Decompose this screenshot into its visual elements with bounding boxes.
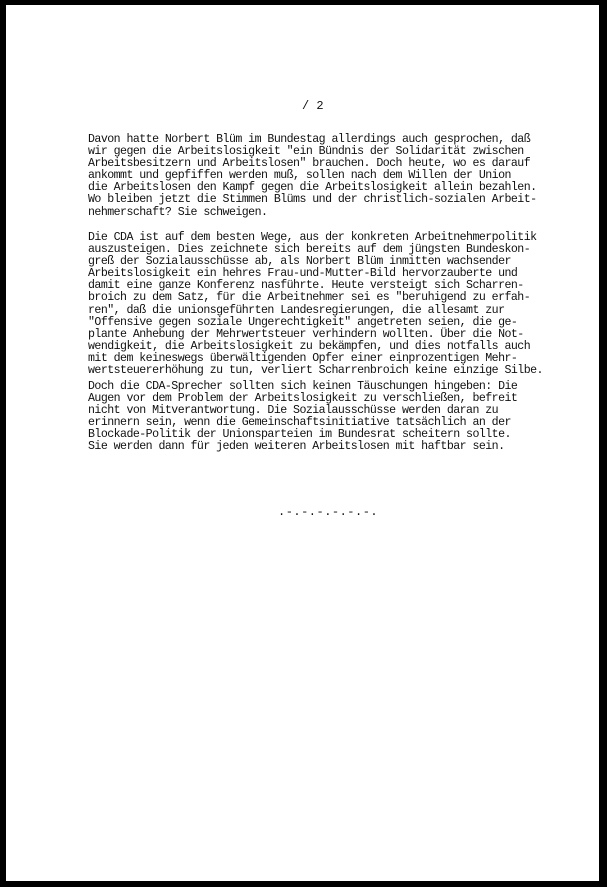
text-line: Augen vor dem Problem der Arbeitslosigkeit zu verschließen, befreit bbox=[88, 392, 518, 406]
text-line: Blockade-Politik der Unionsparteien im Bundesrat scheitern sollte. bbox=[88, 428, 511, 442]
document-page bbox=[6, 5, 599, 881]
paragraph-3 bbox=[88, 381, 568, 454]
text-line: mit dem keineswegs überwältigenden Opfer einer einprozentigen Mehr- bbox=[88, 351, 518, 365]
text-line: Davon hatte Norbert Blüm im Bundestag allerdings auch gesprochen, daß bbox=[88, 133, 531, 146]
text-line: broich zu dem Satz, für die Arbeitnehmer sei es "beruhigend zu erfah- bbox=[88, 291, 531, 305]
text-line: Arbeitsbesitzern und Arbeitslosen" brauchen. Doch heute, wo es darauf bbox=[88, 157, 531, 171]
page-number: / 2 bbox=[302, 99, 324, 113]
text-line: erinnern sein, wenn die Gemeinschaftsinitiative tatsächlich an der bbox=[88, 416, 511, 430]
text-line: greß der Sozialausschüsse ab, als Norbert Blüm inmitten wachsender bbox=[88, 255, 511, 269]
text-line: wendigkeit, die Arbeitslosigkeit zu bekämpfen, und dies notfalls auch bbox=[88, 339, 531, 353]
text-line: nehmerschaft? Sie schweigen. bbox=[88, 205, 268, 219]
text-line: ankommt und gepfiffen werden muß, sollen nach dem Willen der Union bbox=[88, 169, 511, 183]
text-line: die Arbeitslosen den Kampf gegen die Arbeitslosigkeit allein bezahlen. bbox=[88, 181, 537, 195]
text-line: Wo bleiben jetzt die Stimmen Blüms und der christlich-sozialen Arbeit- bbox=[88, 193, 537, 207]
text-line: damit eine ganze Konferenz nasführte. Heute versteigt sich Scharren- bbox=[88, 279, 524, 293]
text-line: Die CDA ist auf dem besten Wege, aus der konkreten Arbeitnehmerpolitik bbox=[88, 231, 537, 244]
text-line: Doch die CDA-Sprecher sollten sich keinen Täuschungen hingeben: Die bbox=[88, 380, 518, 393]
text-line: ren", daß die unionsgeführten Landesregierungen, die allesamt zur bbox=[88, 303, 505, 317]
text-line: wertsteuererhöhung zu tun, verliert Scharrenbroich keine einzige Silbe. bbox=[88, 364, 543, 378]
text-line: wir gegen die Arbeitslosigkeit "ein Bündnis der Solidarität zwischen bbox=[88, 145, 524, 159]
text-line: Arbeitslosigkeit ein hehres Frau-und-Mutter-Bild hervorzauberte und bbox=[88, 267, 518, 281]
text-line: plante Anhebung der Mehrwertsteuer verhindern wollten. Über die Not- bbox=[88, 327, 524, 341]
text-line: auszusteigen. Dies zeichnete sich bereits auf dem jüngsten Bundeskon- bbox=[88, 243, 531, 257]
text-line: Sie werden dann für jeden weiteren Arbeitslosen mit haftbar sein. bbox=[88, 440, 505, 454]
text-line: nicht von Mitverantwortung. Die Sozialausschüsse werden daran zu bbox=[88, 404, 499, 418]
paragraph-2 bbox=[88, 232, 568, 377]
paragraph-1 bbox=[88, 134, 568, 219]
text-line: "Offensive gegen soziale Ungerechtigkeit" angetreten seien, die ge- bbox=[88, 315, 518, 329]
ending-mark: .-.-.-.-.-.-. bbox=[278, 505, 379, 519]
